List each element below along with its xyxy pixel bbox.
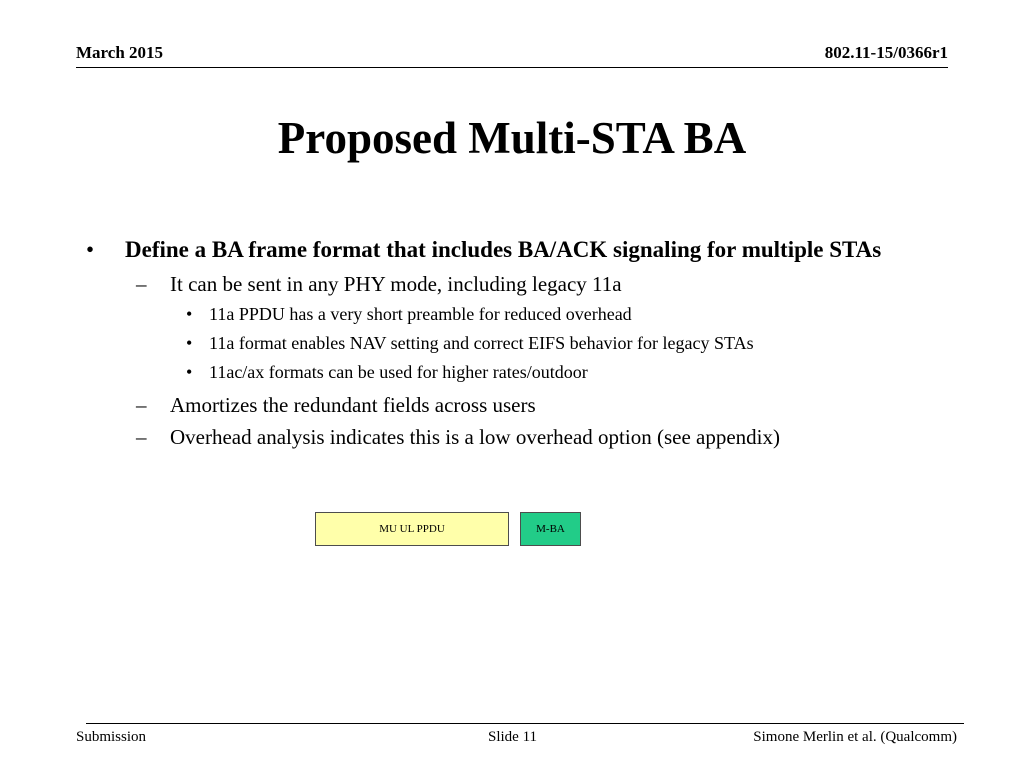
bullet-dot-icon: •: [186, 362, 193, 382]
header-divider: [76, 67, 948, 68]
mu-ul-ppdu-box: [315, 512, 509, 546]
bullet-dash-icon: –: [136, 425, 147, 449]
footer-submission: Submission: [76, 729, 147, 745]
slide-body: [86, 234, 946, 452]
m-ba-box: [520, 512, 581, 546]
mu-ul-ppdu-label: MU UL PPDU: [379, 523, 445, 535]
bullet-text: Overhead analysis indicates this is a low overhead option (see appendix): [170, 425, 780, 449]
bullet-level3: [86, 330, 946, 357]
bullet-text: 11ac/ax formats can be used for higher rates/outdoor: [209, 362, 588, 382]
footer-authors: Simone Merlin et al. (Qualcomm): [753, 729, 957, 745]
bullet-text: Amortizes the redundant fields across users: [170, 393, 536, 417]
bullet-dash-icon: –: [136, 393, 147, 417]
bullet-dot-icon: •: [186, 304, 193, 324]
bullet-level1: [86, 234, 946, 265]
bullet-text: 11a format enables NAV setting and correct EIFS behavior for legacy STAs: [209, 333, 754, 353]
header-date: March 2015: [76, 43, 164, 62]
footer-slide-number: Slide 11: [488, 729, 538, 745]
bullet-level2: [86, 422, 946, 452]
bullet-level2: [86, 269, 946, 299]
bullet-dash-icon: –: [136, 272, 147, 296]
bullet-dot-icon: •: [186, 333, 193, 353]
header-doc-id: 802.11-15/0366r1: [824, 43, 948, 62]
bullet-text: Define a BA frame format that includes BA/ACK signaling for multiple STAs: [125, 237, 882, 262]
footer-divider: [86, 723, 964, 724]
bullet-dot-icon: •: [86, 237, 95, 262]
bullet-level3: [86, 359, 946, 386]
bullet-text: 11a PPDU has a very short preamble for reduced overhead: [209, 304, 632, 324]
slide-title: Proposed Multi-STA BA: [277, 113, 747, 163]
bullet-level3: [86, 301, 946, 328]
m-ba-label: M-BA: [536, 523, 565, 535]
bullet-text: It can be sent in any PHY mode, including legacy 11a: [170, 272, 622, 296]
bullet-level2: [86, 390, 946, 420]
